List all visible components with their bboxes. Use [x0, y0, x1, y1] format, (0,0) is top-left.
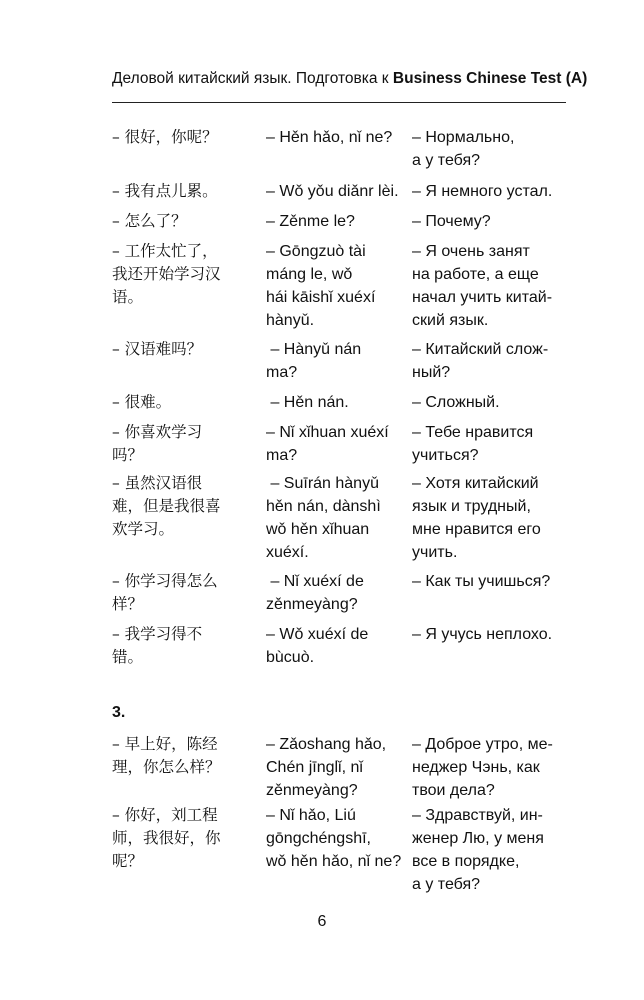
chinese-text: – 我学习得不 错。	[112, 625, 203, 666]
pinyin-text: – Nǐ hǎo, Liú gōngchéngshī, wǒ hěn hǎo, nǐ ne?	[266, 807, 402, 870]
chinese-text: – 怎么了？	[112, 212, 187, 230]
chinese-text: – 我有点儿累。	[112, 182, 218, 200]
header-title-bold: Business Chinese Test (A)	[392, 70, 588, 87]
header-divider	[112, 102, 566, 103]
pinyin-text: – Nǐ xǐhuan xuéxí ma?	[266, 424, 389, 464]
chinese-text: – 很难。	[112, 393, 172, 411]
russian-text: – Тебе нравится учиться?	[412, 424, 534, 464]
chinese-text: – 你好，刘工程 师，我很好，你 呢？	[112, 806, 221, 870]
russian-text: – Нормально, а у тебя?	[412, 129, 515, 169]
chinese-text: – 你喜欢学习 吗？	[112, 423, 203, 464]
section-number: 3.	[112, 704, 126, 721]
pinyin-text: – Hànyǔ nán ma?	[266, 341, 362, 381]
chinese-text: – 早上好，陈经 理，你怎么样？	[112, 735, 221, 776]
chinese-text: – 虽然汉语很 难，但是我很喜 欢学习。	[112, 474, 221, 538]
pinyin-text: – Zěnme le?	[266, 213, 355, 230]
pinyin-text: – Hěn hǎo, nǐ ne?	[266, 129, 393, 146]
header-title-prefix: Деловой китайский язык. Подготовка к	[112, 70, 393, 87]
pinyin-text: – Gōngzuò tài máng le, wǒ hái kāishǐ xuéxí hànyǔ.	[266, 243, 376, 329]
russian-text: – Я очень занят на работе, а еще начал учить китай- ский язык.	[412, 243, 553, 329]
chinese-text: – 很好，你呢？	[112, 128, 218, 146]
russian-text: – Сложный.	[412, 394, 500, 411]
russian-text: – Китайский слож- ный?	[412, 341, 549, 381]
pinyin-text: – Suīrán hànyǔ hěn nán, dànshì wǒ hěn xǐhuan xuéxí.	[266, 475, 381, 561]
russian-text: – Почему?	[412, 213, 491, 230]
chinese-text: – 工作太忙了， 我还开始学习汉 语。	[112, 242, 221, 306]
russian-text: – Хотя китайский язык и трудный, мне нравится его учить.	[412, 475, 541, 561]
page-number: 6	[317, 913, 327, 930]
chinese-text: – 你学习得怎么 样？	[112, 572, 218, 613]
chinese-text: – 汉语难吗？	[112, 340, 203, 358]
pinyin-text: – Zǎoshang hǎo, Chén jīnglǐ, nǐ zěnmeyàng?	[266, 736, 387, 799]
russian-text: – Я учусь неплохо.	[412, 626, 553, 643]
pinyin-text: – Wǒ yǒu diǎnr lèi.	[266, 183, 399, 200]
pinyin-text: – Wǒ xuéxí de bùcuò.	[266, 626, 369, 666]
pinyin-text: – Hěn nán.	[266, 394, 349, 411]
running-header	[112, 70, 588, 88]
russian-text: – Я немного устал.	[412, 183, 553, 200]
russian-text: – Доброе утро, ме- неджер Чэнь, как твои дела?	[412, 736, 553, 799]
pinyin-text: – Nǐ xuéxí de zěnmeyàng?	[266, 573, 364, 613]
russian-text: – Как ты учишься?	[412, 573, 551, 590]
russian-text: – Здравствуй, ин- женер Лю, у меня все в порядке, а у тебя?	[412, 807, 544, 893]
